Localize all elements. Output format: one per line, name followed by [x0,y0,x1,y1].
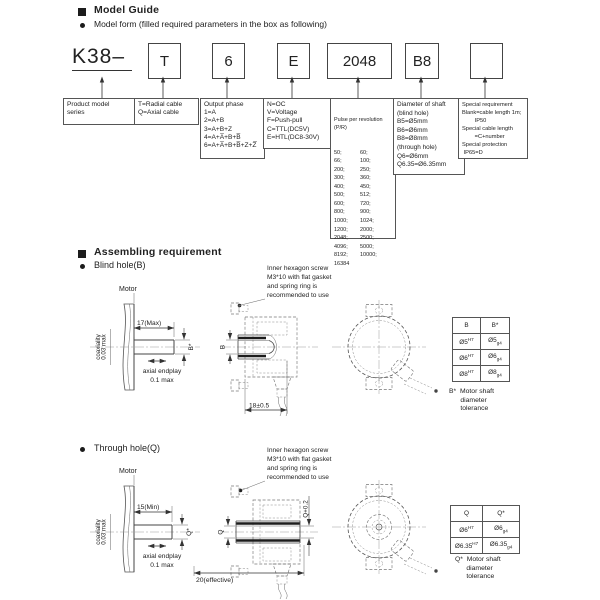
table-row [453,350,510,366]
bore-size: $Ø6^{H7}$ [451,522,483,538]
motor-label: Motor [119,468,137,475]
desc-cable-direction: T=Radial cable Q=Axial cable [134,98,199,125]
coaxiality-value: 0.03 max [100,519,108,545]
screw-note-line2: M3*10 with flat gasket [267,456,332,463]
assembling-title: Assembling requirement [94,246,222,258]
screw-note-line1: Inner hexagon screw [267,447,329,454]
screw-note [239,447,332,492]
bore-size: $Ø6.35^{H7}$ [451,538,483,554]
blind-hole-label: Blind hole(B) [94,260,146,270]
through-hole-label: Through hole(Q) [94,443,161,453]
table-row [453,366,510,382]
cable-gland [273,564,291,599]
axial-endplay-note [143,546,182,569]
shaft-size: $Ø6_{g4}$ [483,522,520,538]
through-hole-tolerance-table [450,505,520,554]
model-segment-special [470,43,503,79]
screw-note-line3: and spring ring is [267,283,318,290]
pointer-arrows [60,76,540,98]
bore-fit-value: Q+0.2 [302,500,310,518]
desc-product-series: Product model series [63,98,135,125]
axial-endplay-note [143,361,182,384]
bore-column-header: Q [451,506,483,522]
bore-size: $Ø8^{H7}$ [453,366,481,382]
desc-pulse-per-revolution [330,98,396,267]
screw-note [238,265,332,307]
shaft-column-header: B* [481,318,510,334]
encoder-front-view [332,300,438,394]
bore-depth-value: 18±0.5 [249,402,270,410]
coaxiality-word: coaxiality [95,334,102,360]
model-segment-phase: 6 [212,43,245,79]
shaft-size: $Ø6.35_{g4}$ [483,538,520,554]
encoder-cross-section [220,303,319,416]
square-bullet-icon [78,8,86,16]
bore-diameter-label: Q [217,529,225,535]
dimension-bore-fit [301,496,314,556]
shaft-column-header: Q* [483,506,520,522]
screw-note-line3: and spring ring is [267,465,318,472]
coaxiality-value: 0.03 max [100,334,108,360]
dimension-bore-depth [245,361,287,414]
desc-special-requirement: Special requirement Blank=cable length 1m; IP50 Special cable length =C+number Special protection IP65=D [458,98,528,159]
motor-label: Motor [119,286,137,293]
motor-plate [119,468,138,572]
desc-shaft-diameter: Diameter of shaft (blind hole) B5=Ø5mm B6=Ø6mm B8=Ø8mm (through hole) Q6=Ø6mm Q6.35=Ø6.35mm [393,98,465,175]
circle-bullet-icon [80,23,85,28]
hexagon-screw-bottom [231,566,248,577]
desc-output-signal: N=OC V=Voltage F=Push-pull C=TTL(DC5V) E=HTL(DC8-30V) [263,98,335,149]
pulse-title: Pulse per revolution (P/R) [334,117,383,131]
endplay-word: axial endplay [142,368,182,375]
coaxiality-word: coaxiality [95,519,102,545]
dimension-shaft-length [134,504,172,522]
through-table-caption: Q* Motor shaft diameter tolerance [455,556,501,581]
connector [390,359,437,394]
motor-plate [119,286,138,390]
pulse-col1: 50; 66; 200; 300; 400; 500; 600; 800; 1000; 1200; 2048; 4096; 8192; 16384 [334,149,350,267]
shaft-length-value: 17(Max) [137,320,162,327]
page-title: Model Guide [94,4,160,16]
table-row [451,538,520,554]
model-segment-pulse: 2048 [327,43,392,79]
encoder-front-view [332,480,438,574]
bore-size: $Ø6^{H7}$ [453,350,481,366]
encoder-cross-section [194,486,318,599]
screw-note-line1: Inner hexagon screw [267,265,329,272]
screw-note-line2: M3*10 with flat gasket [267,274,332,281]
model-prefix: K38– [72,45,132,71]
endplay-word: axial endplay [142,553,182,560]
table-row [451,522,520,538]
bore-size: $Ø5^{H7}$ [453,334,481,350]
blind-table-caption: B* Motor shaft diameter tolerance [449,388,494,413]
square-bullet-icon [78,250,86,258]
table-row [453,334,510,350]
dimension-shaft-length [134,320,174,337]
bore-diameter-label: B [219,344,227,350]
screw-note-line4: recommended to use [267,474,329,481]
shaft-size: $Ø5_{g4}$ [481,334,510,350]
model-form-note: Model form (filled required parameters in the box as following) [94,19,327,29]
model-segment-signal: E [277,43,310,79]
model-segment-cable: T [148,43,181,79]
shaft-length-value: 15(Min) [137,504,160,511]
blind-hole-tolerance-table [452,317,510,382]
hexagon-screw-bottom [231,380,248,391]
dimension-effective-length [194,545,304,584]
effective-length-value: 20(effective) [196,577,234,584]
shaft-size: $Ø8_{g4}$ [481,366,510,382]
shaft-diameter-label: Q* [186,528,193,536]
shaft-size: $Ø6_{g4}$ [481,350,510,366]
bore-column-header: B [453,318,481,334]
desc-output-phase: Output phase 1=A 2=A+B 3=A+B+Z 4=A+A̅+B+B̅ 6=A+A̅+B+B̅+Z+Z̅ [200,98,265,159]
endplay-value: 0.1 max [150,562,174,569]
model-segment-shaft: B8 [405,43,439,79]
shaft-diameter-label: B* [188,343,195,351]
endplay-value: 0.1 max [150,377,174,384]
screw-note-line4: recommended to use [267,292,329,299]
connector [390,539,437,574]
pulse-col2: 60; 100; 250; 360; 450; 512; 720; 900; 1024; 2000; 2500; 5000; 10000; [360,149,377,259]
